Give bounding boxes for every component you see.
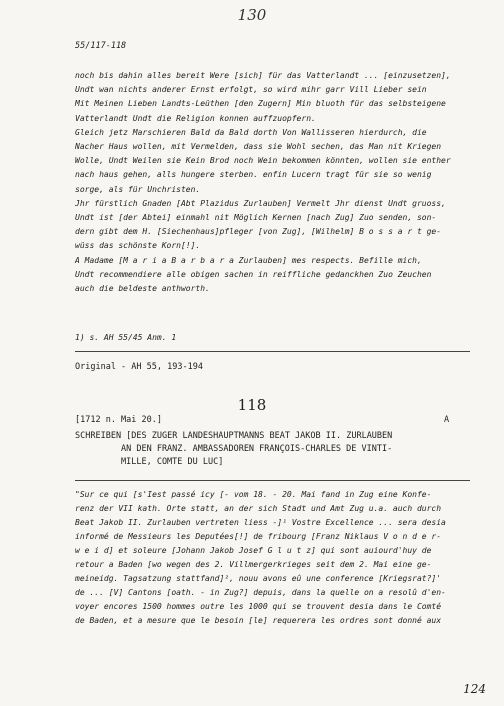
body-line: auch die beldeste anthworth. [75,284,210,294]
footnote: 1) s. AH 55/45 Anm. 1 [75,333,177,342]
corner-page-mark: 124 [463,682,486,696]
quote-line: Beat Jakob II. Zurlauben vertreten liess -]¹ Vostre Excellence ... sera desia [75,518,446,527]
body-line: Undt wan nichts anderer Ernst erfolgt, so wird mihr garr Vill Lieber sein [75,85,427,95]
title-line: MILLE, COMTE DU LUC] [121,457,224,467]
document-title [75,430,470,469]
quote-line: de ... [V] Cantons [oath. - in Zug?] depuis, dans la quelle on a resolû d'en- [75,588,446,597]
body-line: Undt ist [der Abtei] einmahl nit Möglich Kernen [nach Zug] Zuo senden, son- [75,213,437,223]
body-line: Undt recommendiere alle obigen sachen in reiffliche gedanckhen Zuo Zeuchen [75,269,432,279]
letter-body [75,69,470,296]
body-line: A Madame [M a r i a B a r b a r a Zurlauben] mes respects. Befille mich, [75,255,422,265]
quote-line: meineidg. Tagsatzung stattfand]², nouu avons eû une conference [Kriegsrat?]' [75,574,442,583]
quote-line: retour a Baden [wo wegen des 2. Villmergerkrieges seit dem 2. Mai eine ge- [75,560,432,569]
title-line: AN DEN FRANZ. AMBASSADOREN FRANÇOIS-CHARLES DE VINTI- [121,444,393,454]
body-line: Mit Meinen Lieben Landts-Leüthen [den Zugern] Min bluoth für das selbsteigene [75,99,446,109]
body-line: Nacher Haus wollen, mit Vermelden, dass sie Wohl sechen, das Man nit Kriegen [75,142,442,152]
divider [75,480,470,481]
divider [75,351,470,352]
body-line: Gleich jetz Marschieren Bald da Bald dorth Von Wallisseren hierdurch, die [75,127,427,137]
quote-line: informé de Messieurs les Deputées[!] de fribourg [Franz Niklaus V o n d e r- [75,532,442,541]
page-number: 130 [237,6,267,24]
original-source: Original - AH 55, 193-194 [75,362,203,372]
body-line: wüss das schönste Korn[!]. [75,241,201,251]
document-letter: A [444,415,450,425]
quote-line: voyer encores 1500 hommes outre les 1000 qui se trouvent desia dans le Comté [75,602,442,611]
quote-line: de Baden, et a mesure que le besoin [le] requerera les ordres sont donné aux [75,616,442,625]
title-line: SCHREIBEN [DES ZUGER LANDESHAUPTMANNS BEAT JAKOB II. ZURLAUBEN [75,431,393,441]
body-line: Vatterlandt Undt die Religion konnen auffzuopfern. [75,113,316,123]
document-number: 118 [237,396,267,414]
quote-line: w e i d] et soleure [Johann Jakob Josef G l u t z] qui sont auiourd'huy de [75,546,432,555]
body-line: sorge, als für Unchristen. [75,184,201,194]
body-line: nach haus gehen, alls hungere sterben. enfin Lucern tragt für sie so wenig [75,170,432,180]
body-line: Wolle, Undt Weilen sie Kein Brod noch Wein bekommen könnten, wollen sie enther [75,156,451,166]
body-line: noch bis dahin alles bereit Were [sich] für das Vatterlandt ... [einzusetzen], [75,71,451,80]
document-date: [1712 n. Mai 20.] [75,415,162,425]
body-line: Jhr fürstlich Gnaden [Abt Plazidus Zurlauben] Vermelt Jhr dienst Undt gruoss, [75,198,446,208]
body-line: dern gibt dem H. [Siechenhaus]pfleger [von Zug], [Wilhelm] B o s s a r t ge- [75,227,442,237]
quote-line: renz der VII kath. Orte statt, an der sich Stadt und Amt Zug u.a. auch durch [75,504,442,513]
quoted-letter [75,488,470,628]
reference-number: 55/117-118 [75,41,127,51]
quote-line: "Sur ce qui [s'Iest passé icy [- vom 18. - 20. Mai fand in Zug eine Konfe- [75,490,432,499]
